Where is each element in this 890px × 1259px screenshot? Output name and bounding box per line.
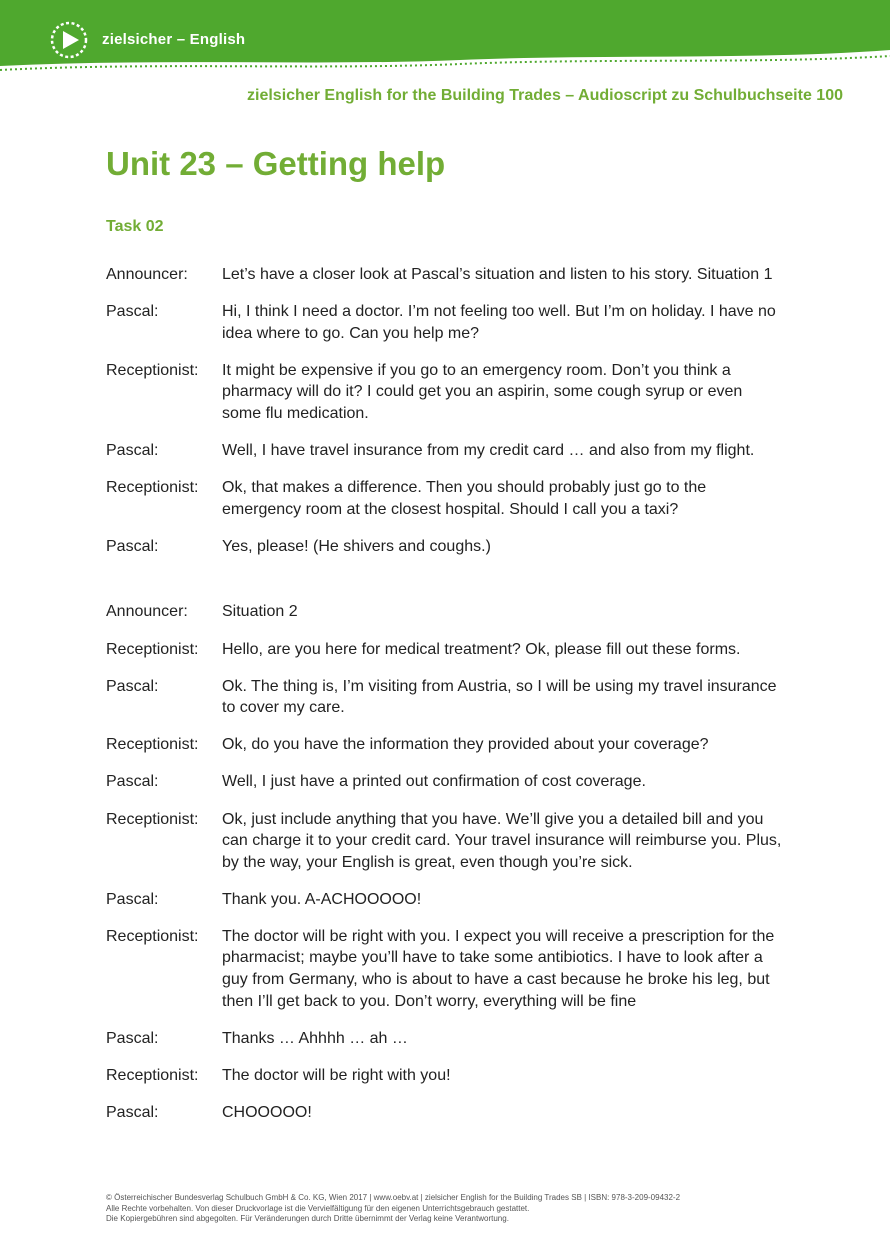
dialogue-line: [106, 264, 796, 286]
speech-text: Well, I just have a printed out confirmation of cost coverage.: [222, 773, 646, 791]
speaker-name: Receptionist:: [106, 736, 199, 754]
dialogue-line: [106, 601, 796, 623]
copyright-footer: [106, 1193, 806, 1225]
speaker-name: Receptionist:: [106, 361, 199, 379]
speaker-name: Pascal:: [106, 677, 159, 695]
speech-text: Ok, just include anything that you have. We’ll give you a detailed bill and you can charge it to your credit card. Your travel insurance will reimburse you. Plus, by the way, your English is great, even though you’re sick.: [222, 810, 782, 871]
speaker-name: Receptionist:: [106, 640, 199, 658]
task-label: Task 02: [106, 218, 164, 235]
speech-text: Thanks … Ahhhh … ah …: [222, 1029, 408, 1047]
speaker-name: Receptionist:: [106, 810, 199, 828]
dialogue-line: [106, 1102, 796, 1124]
speech-text: Hello, are you here for medical treatment? Ok, please fill out these forms.: [222, 640, 741, 658]
dialogue-line: [106, 676, 796, 719]
speaker-name: Receptionist:: [106, 927, 199, 945]
speech-text: Hi, I think I need a doctor. I’m not feeling too well. But I’m on holiday. I have no idea where to go. Can you help me?: [222, 303, 776, 342]
dialogue-line: [106, 301, 796, 344]
dialogue-line: [106, 926, 796, 1012]
speech-text: Thank you. A-ACHOOOOO!: [222, 890, 422, 908]
speech-text: Situation 2: [222, 603, 298, 621]
speech-text: Yes, please! (He shivers and coughs.): [222, 537, 491, 555]
speech-text: Ok, that makes a difference. Then you should probably just go to the emergency room at the closest hospital. Should I call you a taxi?: [222, 479, 707, 518]
speaker-name: Pascal:: [106, 1029, 159, 1047]
speaker-name: Receptionist:: [106, 479, 199, 497]
unit-title: Unit 23 – Getting help: [106, 145, 446, 182]
speech-text: Ok, do you have the information they provided about your coverage?: [222, 736, 709, 754]
dialogue-line: [106, 1028, 796, 1050]
dialogue-line: [106, 889, 796, 911]
dialogue-line: [106, 536, 796, 558]
speech-text: The doctor will be right with you. I expect you will receive a prescription for the pharmacist; maybe you’ll have to take some antibiotics. I have to look after a guy from Germany, who is about to have a cast because he broke his leg, but then I’ll get back to you. Don’t worry, everything will be fine: [222, 927, 775, 1010]
speech-text: Well, I have travel insurance from my credit card … and also from my flight.: [222, 442, 755, 460]
dialogue-line: [106, 440, 796, 462]
speaker-name: Announcer:: [106, 603, 188, 621]
speaker-name: Pascal:: [106, 1103, 159, 1121]
speaker-name: Pascal:: [106, 303, 159, 321]
dialogue-line: [106, 1065, 796, 1087]
speech-text: Let’s have a closer look at Pascal’s situation and listen to his story. Situation 1: [222, 266, 773, 283]
dialogue-line: [106, 477, 796, 520]
footer-line: © Österreichischer Bundesverlag Schulbuch GmbH & Co. KG, Wien 2017 | www.oebv.at | zielsicher English for the Building Trades SB | ISBN: 978-3-209-09432-2: [106, 1193, 681, 1202]
speaker-name: Pascal:: [106, 537, 159, 555]
dialogue-line: [106, 360, 796, 425]
speech-text: CHOOOOO!: [222, 1103, 312, 1121]
speech-text: It might be expensive if you go to an emergency room. Don’t you think a pharmacy will do it? I could get you an aspirin, some cough syrup or even some flu medication.: [222, 361, 743, 422]
speech-text: The doctor will be right with you!: [222, 1066, 451, 1084]
footer-line: Alle Rechte vorbehalten. Von dieser Druckvorlage ist die Vervielfältigung für den eigenen Unterrichtsgebrauch gestattet.: [106, 1203, 530, 1213]
dialogue-line: [106, 639, 796, 661]
dialogue-script: [106, 264, 796, 1139]
speaker-name: Receptionist:: [106, 1066, 199, 1084]
dialogue-line: [106, 771, 796, 793]
brand-name: zielsicher – English: [102, 31, 246, 48]
dialogue-line: [106, 809, 796, 874]
speaker-name: Announcer:: [106, 266, 188, 283]
speaker-name: Pascal:: [106, 773, 159, 791]
speaker-name: Pascal:: [106, 442, 159, 460]
dialogue-line: [106, 734, 796, 756]
speech-text: Ok. The thing is, I’m visiting from Austria, so I will be using my travel insurance to cover my care.: [222, 677, 777, 717]
speaker-name: Pascal:: [106, 890, 159, 908]
page-header-title: zielsicher English for the Building Trades – Audioscript zu Schulbuchseite 100: [247, 87, 843, 104]
footer-line: Die Kopiergebühren sind abgegolten. Für Veränderungen durch Dritte übernimmt der Verlag keine Verantwortung.: [106, 1214, 509, 1223]
